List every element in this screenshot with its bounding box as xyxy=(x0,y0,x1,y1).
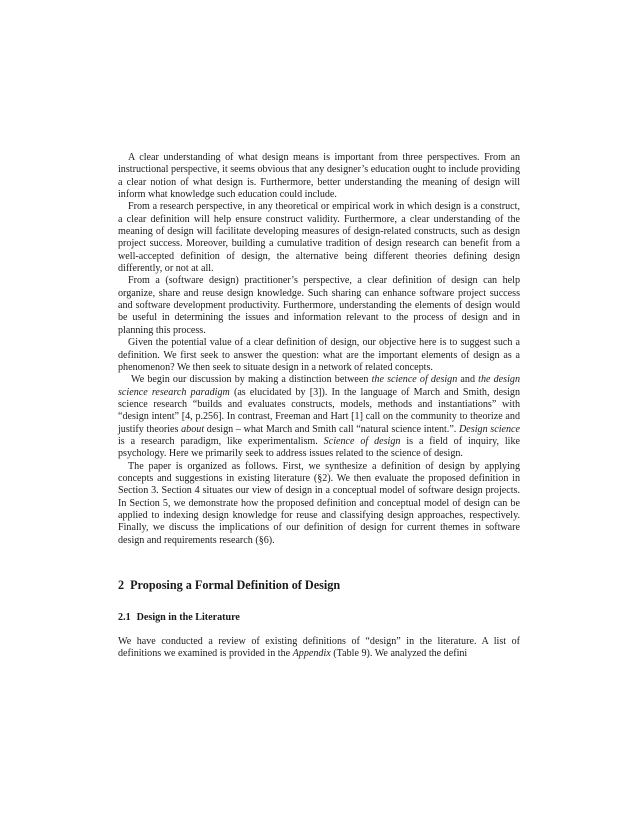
text-run: (Table 9). We analyzed the defini xyxy=(330,648,468,660)
paragraph-research xyxy=(118,201,520,275)
subsection-number: 2.1 xyxy=(118,612,131,623)
section-number: 2 xyxy=(118,578,125,592)
text-run: and xyxy=(457,374,479,386)
subsection-heading xyxy=(118,612,520,624)
text-run: design – what March and Smith call “natural science intent.”. xyxy=(204,423,460,435)
italic-text: the design science research paradigm xyxy=(118,374,520,398)
text-run: From a research perspective, in any theoretical or empirical work in which design is a construct, a clear definition will help ensure construct validity. Furthermore, a clear understanding of the meaning of design will facilitate developing measures of design-related constructs, such as design project success. Moreover, building a cumulative tradition of design research can benefit from a well-accepted definition of design, the alternative being different theories defining design differently, or not at all. xyxy=(118,201,520,275)
italic-text: Science of design xyxy=(323,435,401,447)
text-run: We begin our discussion by making a distinction between xyxy=(131,374,372,386)
literature-body xyxy=(118,636,520,661)
text-run: is a field of inquiry, like psychology. Here we primarily seek to address issues related to the science of design. xyxy=(118,435,520,460)
text-run: We have conducted a review of existing definitions of “design” in the literature. A list of definitions we examined is provided in the xyxy=(118,636,520,660)
paragraph-organization xyxy=(118,461,520,547)
italic-text: about xyxy=(181,423,205,435)
subsection-title: Design in the Literature xyxy=(136,612,240,623)
section-title: Proposing a Formal Definition of Design xyxy=(130,578,341,592)
text-run: Given the potential value of a clear definition of design, our objective here is to suggest such a definition. We first seek to answer the question: what are the important elements of design as a phenomenon? We then seek to situate design in a network of related concepts. xyxy=(118,337,520,373)
text-run: (as elucidated by [3]). In the language of March and Smith, design science research “builds and evaluates constructs, models, methods and instantiations” with “design intent” [4, p.256]. In contrast, Freeman and Hart [1] call on the community to theorize and justify theories xyxy=(118,386,520,435)
paragraph-objective xyxy=(118,337,520,374)
text-run: A clear understanding of what design means is important from three perspectives. From an instructional perspective, it seems obvious that any designer’s education ought to include providing a clear notion of what design is. Furthermore, better understanding the meaning of design will inform what knowledge such education could include. xyxy=(118,152,520,201)
introduction-body xyxy=(118,152,520,547)
paragraph-literature-review xyxy=(118,636,520,661)
paragraph-practitioner xyxy=(118,275,520,337)
italic-text: the science of design xyxy=(371,374,458,386)
paragraph-instructional xyxy=(118,152,520,201)
paragraph-distinction xyxy=(118,374,520,460)
text-run: is a research paradigm, like experimentalism. xyxy=(118,435,324,447)
text-run: The paper is organized as follows. First, we synthesize a definition of design by applying concepts and suggestions in existing literature (§2). We then evaluate the proposed definition in Section 3. Section 4 situates our view of design in a conceptual model of software design projects. In Section 5, we demonstrate how the proposed definition and conceptual model of design can be applied to indexing design knowledge for reuse and classifying design approaches, respectively. Finally, we discuss the implications of our definition of design for current themes in software design and requirements research (§6). xyxy=(118,460,520,546)
section-heading xyxy=(118,578,520,592)
italic-text: Design science xyxy=(459,423,520,435)
text-run: From a (software design) practitioner’s perspective, a clear definition of design can help organize, share and reuse design knowledge. Such sharing can enhance software project success and software development productivity. Furthermore, understanding the elements of design would be useful in determining the issues and information relevant to the process of design and in planning this process. xyxy=(118,275,520,336)
italic-text: Appendix xyxy=(292,648,331,660)
